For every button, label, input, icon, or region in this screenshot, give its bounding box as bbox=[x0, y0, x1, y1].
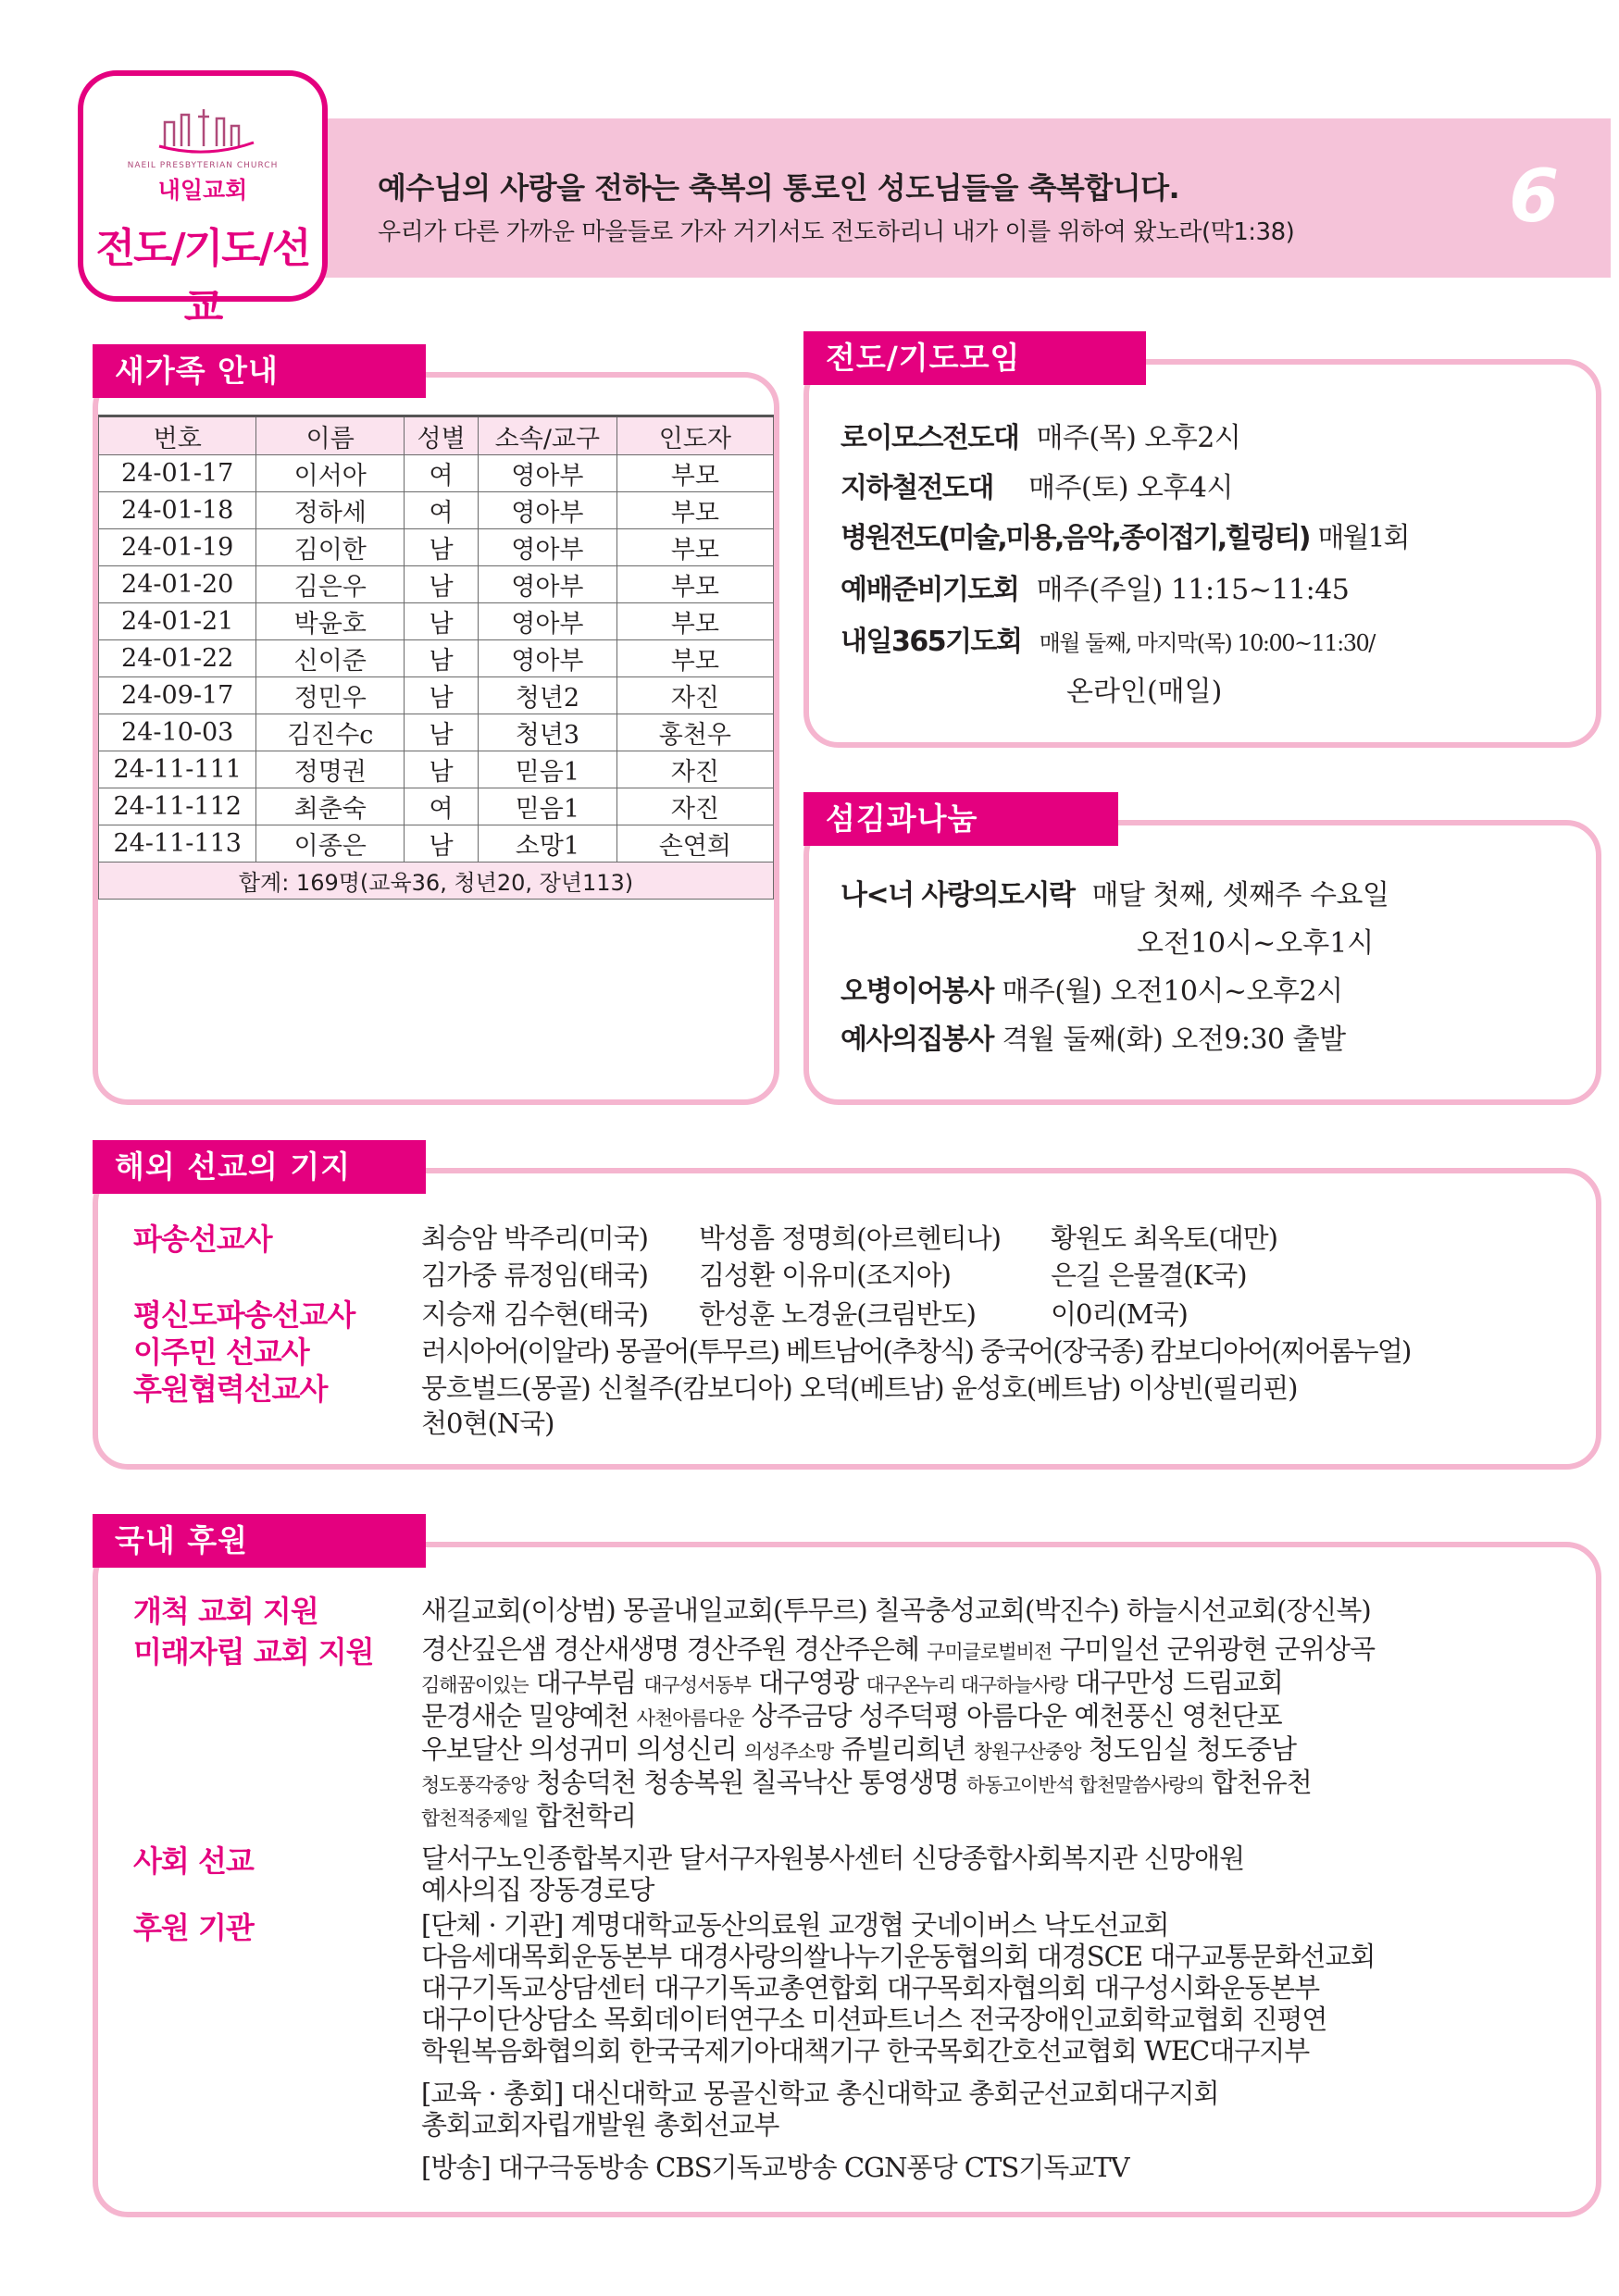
church-list: 쥬빌리희년 bbox=[833, 1733, 974, 1765]
church-list-small: 창원구산중앙 bbox=[973, 1741, 1081, 1763]
social-line: 예사의집 장동경로당 bbox=[421, 1874, 654, 1905]
column-header: 성별 bbox=[405, 416, 479, 455]
table-row bbox=[99, 677, 774, 714]
meeting-name: 지하철전도대 bbox=[841, 472, 993, 504]
table-cell: 남 bbox=[405, 603, 479, 640]
org-line: 총회교회자립개발원 총회선교부 bbox=[421, 2109, 779, 2141]
category-lay: 평신도파송선교사 bbox=[133, 1297, 355, 1333]
future-line bbox=[421, 1662, 1283, 1700]
table-cell: 24-11-111 bbox=[99, 751, 256, 788]
table-row bbox=[99, 566, 774, 603]
table-cell: 홍천우 bbox=[616, 714, 773, 751]
table-cell: 24-01-18 bbox=[99, 492, 256, 529]
category-pioneer: 개척 교회 지원 bbox=[133, 1594, 318, 1629]
church-list-small: 의성주소망 bbox=[743, 1741, 834, 1763]
table-cell: 24-09-17 bbox=[99, 677, 256, 714]
missionary: 은길 은물결(K국) bbox=[1051, 1260, 1247, 1291]
church-list-small: 구미글로벌비전 bbox=[927, 1641, 1052, 1663]
table-cell: 영아부 bbox=[479, 492, 617, 529]
meeting-item bbox=[841, 415, 1240, 455]
table-cell: 24-01-17 bbox=[99, 455, 256, 492]
org-line: 대구기독교상담센터 대구기독교총연합회 대구목회자협의회 대구성시화운동본부 bbox=[421, 1972, 1320, 2004]
table-cell: 정하세 bbox=[256, 492, 405, 529]
missionary-line: 러시아어(이알라) 몽골어(투무르) 베트남어(추창식) 중국어(장국종) 캄보디아어(찌어롬누얼) bbox=[421, 1335, 1411, 1367]
future-line bbox=[421, 1629, 1375, 1667]
missionary: 박성흠 정명희(아르헨티나) bbox=[699, 1222, 1002, 1254]
service-item bbox=[841, 968, 1343, 1009]
missionary: 이0리(M국) bbox=[1051, 1298, 1188, 1330]
table-cell: 남 bbox=[405, 714, 479, 751]
column-header: 이름 bbox=[256, 416, 405, 455]
meeting-schedule: 매주(주일) 11:15~11:45 bbox=[1036, 574, 1350, 606]
table-cell: 부모 bbox=[616, 455, 773, 492]
table-cell: 부모 bbox=[616, 529, 773, 566]
missionary: 김성환 이유미(조지아) bbox=[699, 1260, 951, 1291]
missionary: 한성훈 노경윤(크림반도) bbox=[699, 1298, 976, 1330]
org-line: 다음세대목회운동본부 대경사랑의쌀나누기운동협의회 대경SCE 대구교통문화선교회 bbox=[421, 1941, 1376, 1972]
table-cell: 24-01-21 bbox=[99, 603, 256, 640]
domestic-tab: 국내 후원 bbox=[93, 1514, 426, 1568]
new-family-tab: 새가족 안내 bbox=[93, 344, 426, 398]
table-cell: 부모 bbox=[616, 603, 773, 640]
service-schedule: 매달 첫째, 셋째주 수요일 bbox=[1091, 879, 1389, 912]
service-schedule-cont: 오전10시~오후1시 bbox=[1137, 927, 1375, 960]
logo-box bbox=[78, 70, 328, 331]
table-cell: 청년3 bbox=[479, 714, 617, 751]
table-row bbox=[99, 825, 774, 863]
org-line: [방송] 대구극동방송 CBS기독교방송 CGN퐁당 CTS기독교TV bbox=[421, 2152, 1129, 2183]
church-logo-icon bbox=[156, 102, 257, 157]
service-schedule: 매주(월) 오전10시~오후2시 bbox=[1002, 975, 1343, 1008]
meeting-item bbox=[841, 566, 1349, 607]
church-list: 합천학리 bbox=[528, 1800, 636, 1831]
logo-name: 내일교회 bbox=[157, 177, 248, 204]
church-list: 대구영광 bbox=[750, 1667, 866, 1698]
table-cell: 영아부 bbox=[479, 603, 617, 640]
table-row bbox=[99, 492, 774, 529]
missionary-line bbox=[421, 1218, 1277, 1256]
table-cell: 김진수c bbox=[256, 714, 405, 751]
church-list: 대구만성 드림교회 bbox=[1067, 1667, 1283, 1698]
table-cell: 부모 bbox=[616, 640, 773, 677]
new-family-table bbox=[98, 415, 774, 900]
table-cell: 남 bbox=[405, 677, 479, 714]
header-scripture: 우리가 다른 가까운 마을들로 가자 거기서도 전도하리니 내가 이를 위하여 왔노라(막1:38) bbox=[378, 218, 1295, 246]
category-social: 사회 선교 bbox=[133, 1843, 254, 1879]
table-cell: 자진 bbox=[616, 788, 773, 825]
table-cell: 남 bbox=[405, 529, 479, 566]
table-cell: 영아부 bbox=[479, 529, 617, 566]
church-list-small: 사천아름다운 bbox=[636, 1707, 744, 1730]
table-total-row bbox=[99, 863, 774, 900]
org-line: 대구이단상담소 목회데이터연구소 미션파트너스 전국장애인교회학교협회 진평연 bbox=[421, 2004, 1327, 2035]
table-cell: 여 bbox=[405, 788, 479, 825]
page-number: 6 bbox=[1509, 155, 1560, 239]
table-cell: 부모 bbox=[616, 492, 773, 529]
table-cell: 여 bbox=[405, 455, 479, 492]
total-cell: 합계: 169명(교육36, 청년20, 장년113) bbox=[99, 863, 774, 900]
table-cell: 최춘숙 bbox=[256, 788, 405, 825]
table-cell: 믿음1 bbox=[479, 788, 617, 825]
table-cell: 남 bbox=[405, 751, 479, 788]
org-line: [교육 · 총회] 대신대학교 몽골신학교 총신대학교 총회군선교회대구지회 bbox=[421, 2078, 1219, 2109]
column-header: 인도자 bbox=[616, 416, 773, 455]
meeting-schedule-cont: 온라인(매일) bbox=[1066, 676, 1223, 708]
church-list: 상주금당 성주덕평 아름다운 예천풍신 영천단포 bbox=[743, 1700, 1282, 1731]
category-future: 미래자립 교회 지원 bbox=[133, 1634, 374, 1669]
missionary-line bbox=[421, 1294, 1188, 1332]
table-cell: 24-01-22 bbox=[99, 640, 256, 677]
mission-meetings-tab: 전도/기도모임 bbox=[803, 331, 1146, 385]
church-list: 대구부림 bbox=[528, 1667, 644, 1698]
meeting-item bbox=[841, 465, 1233, 505]
logo-subtitle: NAEIL PRESBYTERIAN CHURCH bbox=[127, 161, 279, 170]
future-line bbox=[421, 1795, 636, 1833]
future-line bbox=[421, 1762, 1312, 1800]
church-list: 우보달산 의성귀미 의성신리 bbox=[421, 1733, 744, 1765]
table-header-row bbox=[99, 416, 774, 455]
church-list: 문경새순 밀양예천 bbox=[421, 1700, 637, 1731]
category-dispatched: 파송선교사 bbox=[133, 1222, 272, 1257]
church-list-small: 청도풍각중앙 bbox=[421, 1774, 529, 1796]
meeting-schedule: 매주(토) 오후4시 bbox=[1028, 472, 1233, 504]
table-cell: 남 bbox=[405, 566, 479, 603]
table-cell: 영아부 bbox=[479, 640, 617, 677]
table-cell: 신이준 bbox=[256, 640, 405, 677]
table-cell: 손연희 bbox=[616, 825, 773, 863]
missionary-line: 뭉흐벌드(몽골) 신철주(캄보디아) 오덕(베트남) 윤성호(베트남) 이상빈(필리핀) bbox=[421, 1372, 1298, 1404]
table-cell: 믿음1 bbox=[479, 751, 617, 788]
table-row bbox=[99, 603, 774, 640]
missionary: 지승재 김수현(태국) bbox=[421, 1298, 648, 1330]
table-cell: 24-01-20 bbox=[99, 566, 256, 603]
column-header: 소속/교구 bbox=[479, 416, 617, 455]
church-list-small: 대구성서동부 bbox=[643, 1674, 751, 1696]
table-row bbox=[99, 529, 774, 566]
church-list-small: 김해꿈이있는 bbox=[421, 1674, 529, 1696]
table-cell: 박윤호 bbox=[256, 603, 405, 640]
table-cell: 남 bbox=[405, 825, 479, 863]
service-name: 예사의집봉사 bbox=[841, 1024, 993, 1056]
service-schedule: 격월 둘째(화) 오전9:30 출발 bbox=[1002, 1024, 1346, 1056]
meeting-name: 로이모스전도대 bbox=[841, 422, 1019, 454]
table-row bbox=[99, 714, 774, 751]
table-cell: 영아부 bbox=[479, 566, 617, 603]
table-cell: 24-11-113 bbox=[99, 825, 256, 863]
future-line bbox=[421, 1695, 1282, 1733]
meeting-item bbox=[841, 618, 1375, 659]
table-cell: 정명권 bbox=[256, 751, 405, 788]
church-list: 구미일선 군위광현 군위상곡 bbox=[1052, 1633, 1375, 1665]
table-cell: 자진 bbox=[616, 751, 773, 788]
service-name: 오병이어봉사 bbox=[841, 975, 993, 1008]
future-line bbox=[421, 1729, 1296, 1767]
meeting-schedule: 매월1회 bbox=[1317, 522, 1409, 554]
table-cell: 이종은 bbox=[256, 825, 405, 863]
table-cell: 김은우 bbox=[256, 566, 405, 603]
table-cell: 남 bbox=[405, 640, 479, 677]
table-cell: 여 bbox=[405, 492, 479, 529]
meeting-item bbox=[841, 515, 1408, 555]
section-title: 전도/기도/선교 bbox=[95, 225, 310, 331]
table-cell: 24-11-112 bbox=[99, 788, 256, 825]
overseas-tab: 해외 선교의 기지 bbox=[93, 1140, 426, 1194]
service-item bbox=[841, 1016, 1346, 1057]
category-partner: 후원협력선교사 bbox=[133, 1371, 328, 1407]
table-cell: 24-10-03 bbox=[99, 714, 256, 751]
meeting-name: 내일365기도회 bbox=[841, 626, 1022, 658]
table-cell: 소망1 bbox=[479, 825, 617, 863]
table-cell: 영아부 bbox=[479, 455, 617, 492]
missionary: 황원도 최옥토(대만) bbox=[1051, 1222, 1277, 1254]
table-row bbox=[99, 788, 774, 825]
social-line: 달서구노인종합복지관 달서구자원봉사센터 신당종합사회복지관 신망애원 bbox=[421, 1843, 1245, 1874]
org-line: [단체 · 기관] 계명대학교동산의료원 교갱협 굿네이버스 낙도선교회 bbox=[421, 1909, 1169, 1941]
church-list: 경산깊은샘 경산새생명 경산주원 경산주은혜 bbox=[421, 1633, 928, 1665]
table-cell: 청년2 bbox=[479, 677, 617, 714]
service-tab: 섬김과나눔 bbox=[803, 792, 1118, 846]
category-migrant: 이주민 선교사 bbox=[133, 1334, 309, 1370]
meeting-schedule: 매월 둘째, 마지막(목) 10:00~11:30/ bbox=[1039, 630, 1375, 656]
table-cell: 이서아 bbox=[256, 455, 405, 492]
missionary: 김가중 류정임(태국) bbox=[421, 1260, 648, 1291]
table-cell: 24-01-19 bbox=[99, 529, 256, 566]
header-headline: 예수님의 사랑을 전하는 축복의 통로인 성도님들을 축복합니다. bbox=[378, 170, 1180, 205]
church-list: 청도임실 청도중남 bbox=[1080, 1733, 1297, 1765]
service-box bbox=[803, 820, 1601, 1105]
table-cell: 김이한 bbox=[256, 529, 405, 566]
missionary-line bbox=[421, 1255, 1247, 1293]
church-list-small: 하동고이반석 합천말씀사랑의 bbox=[966, 1774, 1204, 1796]
missionary-line: 천0현(N국) bbox=[421, 1408, 554, 1439]
pioneer-line: 새길교회(이상범) 몽골내일교회(투무르) 칠곡충성교회(박진수) 하늘시선교회(장신복) bbox=[421, 1595, 1371, 1626]
meeting-name: 병원전도(미술,미용,음악,종이접기,힐링티) bbox=[841, 522, 1309, 554]
category-org: 후원 기관 bbox=[133, 1910, 254, 1945]
church-list: 합천유천 bbox=[1203, 1767, 1312, 1798]
table-cell: 부모 bbox=[616, 566, 773, 603]
church-list: 청송덕천 청송복원 칠곡낙산 통영생명 bbox=[528, 1767, 967, 1798]
church-list-small: 합천적중제일 bbox=[421, 1807, 529, 1830]
table-row bbox=[99, 640, 774, 677]
missionary: 최승암 박주리(미국) bbox=[421, 1222, 648, 1254]
org-line: 학원복음화협의회 한국국제기아대책기구 한국목회간호선교협회 WEC대구지부 bbox=[421, 2035, 1310, 2066]
table-cell: 정민우 bbox=[256, 677, 405, 714]
table-row bbox=[99, 455, 774, 492]
column-header: 번호 bbox=[99, 416, 256, 455]
church-list-small: 대구온누리 대구하늘사랑 bbox=[866, 1674, 1068, 1696]
table-row bbox=[99, 751, 774, 788]
service-name: 나<너 사랑의도시락 bbox=[841, 879, 1075, 912]
service-item bbox=[841, 872, 1389, 912]
meeting-schedule: 매주(목) 오후2시 bbox=[1036, 422, 1241, 454]
meeting-name: 예배준비기도회 bbox=[841, 574, 1019, 606]
table-cell: 자진 bbox=[616, 677, 773, 714]
